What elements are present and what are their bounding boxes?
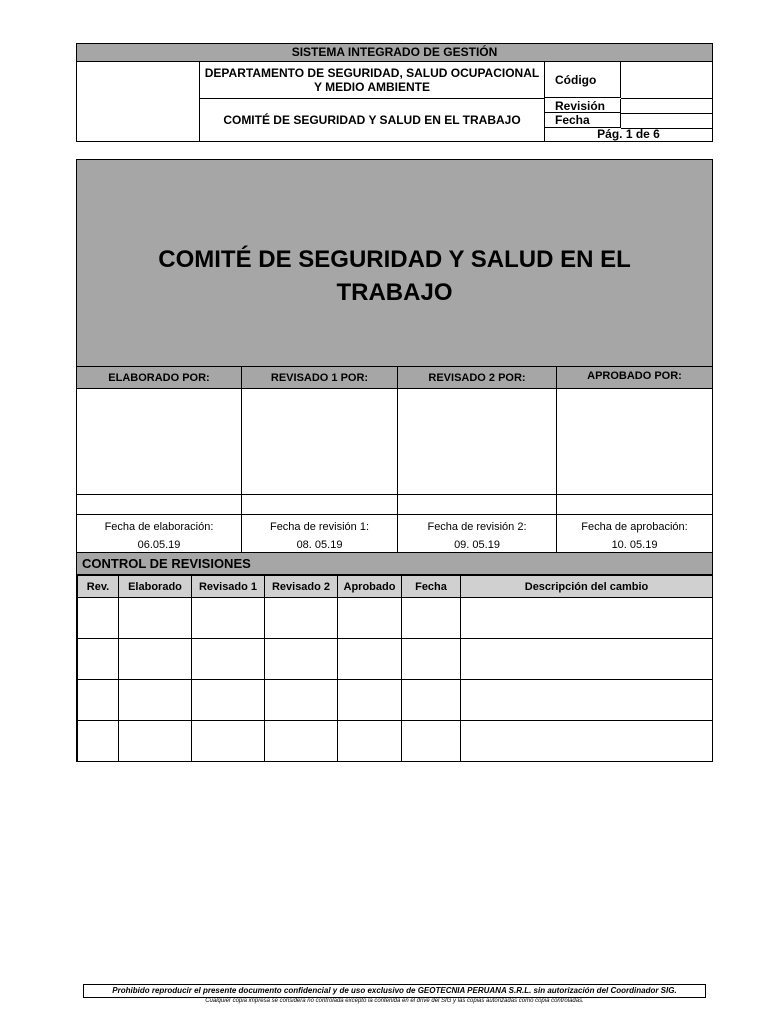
revision-1-date-label: Fecha de revisión 1: [269,521,370,533]
aprobacion-date: 10. 05.19 [611,539,658,551]
table-cell [78,721,119,762]
copy-control-note: Cualquier copia impresa se considera no controlada excepto la contenida en el drive del SIG y las copias autorizadas como copia controladas. [205,998,584,1004]
confidentiality-notice: Prohibido reproducir el presente documento confidencial y de uso exclusivo de GEOTECNIA PERUANA S.R.L. sin autorización del Coordinador SIG. [83,984,706,998]
table-cell [461,639,713,680]
table-cell [78,598,119,639]
signature-row-line [77,494,712,495]
revision-2-date-cell [398,515,556,551]
aprobado-heading: APROBADO POR: [557,367,712,389]
table-cell [402,721,461,762]
table-cell [461,680,713,721]
codigo-value [621,62,712,99]
codigo-label: Código [545,62,621,98]
col-aprobado: Aprobado [338,576,402,598]
elaboracion-date: 06.05.19 [137,539,181,551]
table-cell [461,598,713,639]
table-cell [192,680,265,721]
table-cell [119,721,192,762]
col-descripcion: Descripción del cambio [461,576,713,598]
table-row [78,598,713,639]
table-header-row [78,576,713,598]
fecha-label: Fecha [545,113,621,128]
table-row [78,639,713,680]
revision-label: Revisión [545,99,621,113]
table-cell [119,680,192,721]
table-cell [338,639,402,680]
table-cell [192,639,265,680]
table-cell [461,721,713,762]
revision-1-date-cell [242,515,397,551]
col-fecha: Fecha [402,576,461,598]
col-elaborado: Elaborado [119,576,192,598]
table-cell [265,639,338,680]
revisado-2-heading: REVISADO 2 POR: [398,367,556,389]
control-revisiones-title: CONTROL DE REVISIONES [77,552,712,575]
col-rev: Rev. [78,576,119,598]
table-cell [192,721,265,762]
table-cell [402,680,461,721]
table-cell [78,680,119,721]
table-cell [402,639,461,680]
table-cell [338,680,402,721]
col-revisado-2: Revisado 2 [265,576,338,598]
revision-2-date: 09. 05.19 [454,539,500,551]
revision-table [77,575,713,762]
table-cell [402,598,461,639]
table-cell [265,598,338,639]
table-cell [265,680,338,721]
table-row [78,680,713,721]
title-banner [77,160,712,367]
table-cell [119,639,192,680]
table-cell [192,598,265,639]
col-revisado-1: Revisado 1 [192,576,265,598]
aprobacion-date-cell [557,515,712,551]
table-cell [78,639,119,680]
revision-2-date-label: Fecha de revisión 2: [427,521,527,533]
revision-1-date: 08. 05.19 [296,539,343,551]
aprobacion-date-label: Fecha de aprobación: [581,521,688,533]
document-header [76,43,713,142]
table-cell [265,721,338,762]
table-cell [338,721,402,762]
cover-frame [76,159,713,762]
table-cell [338,598,402,639]
system-title: SISTEMA INTEGRADO DE GESTIÓN [77,44,712,62]
revisado-1-heading: REVISADO 1 POR: [242,367,397,389]
elaboracion-date-cell [77,515,241,551]
table-cell [119,598,192,639]
banner-title: COMITÉ DE SEGURIDAD Y SALUD EN EL TRABAJO [158,246,631,306]
logo-placeholder [77,62,200,141]
elaboracion-date-label: Fecha de elaboración: [104,521,214,533]
revision-value [621,99,712,114]
table-row [78,721,713,762]
document-title: COMITÉ DE SEGURIDAD Y SALUD EN EL TRABAJO [223,112,521,127]
elaborado-heading: ELABORADO POR: [77,367,241,389]
page-number: Pág. 1 de 6 [597,127,660,141]
department-name: DEPARTAMENTO DE SEGURIDAD, SALUD OCUPACIONAL Y MEDIO AMBIENTE [200,62,544,99]
signature-grid [77,367,712,552]
